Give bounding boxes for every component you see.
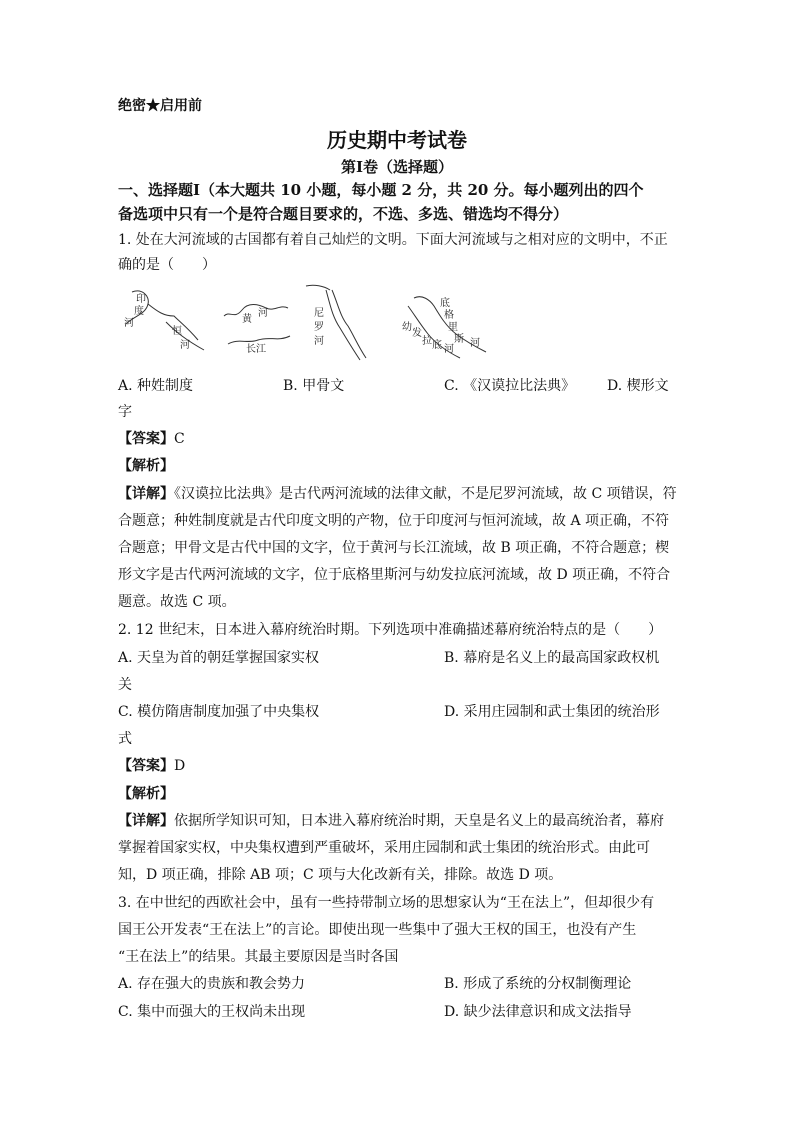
q2-stem: 2. 12 世纪末，日本进入幕府统治时期。下列选项中准确描述幕府统治特点的是（ ） bbox=[118, 622, 663, 638]
q1-detail-line-4: 形文字是古代两河流域的文字，位于底格里斯河与幼发拉底河流域，故 D 项正确，不符合 bbox=[118, 567, 671, 583]
q1-option-d-continued: 字 bbox=[118, 404, 132, 420]
q1-answer bbox=[118, 430, 185, 448]
q1-detail-text-1: 《汉谟拉比法典》是古代两河流域的法律文献，不是尼罗河流域，故 C 项错误，符 bbox=[174, 486, 677, 502]
q1-detail-tag: 【详解】 bbox=[118, 486, 174, 502]
q2-option-c: C. 模仿隋唐制度加强了中央集权 bbox=[118, 704, 320, 720]
map2-label-1: 河 bbox=[258, 308, 268, 319]
q1-detail-line-3: 合题意；甲骨文是古代中国的文字，位于黄河与长江流域，故 B 项正确，不符合题意；楔 bbox=[118, 540, 670, 556]
map1-label-1: 度 bbox=[134, 306, 144, 317]
page-subtitle: 第Ⅰ卷（选择题） bbox=[340, 158, 454, 176]
q3-stem-line-1: 3. 在中世纪的西欧社会中，虽有一些持带制立场的思想家认为“王在法上”，但却很少有 bbox=[118, 895, 655, 911]
map2-label-2: 长江 bbox=[246, 344, 266, 355]
map4-label-1: 格 bbox=[444, 310, 454, 321]
q3-option-d: D. 缺少法律意识和成文法指导 bbox=[444, 1004, 632, 1020]
q2-detail-text-1: 依据所学知识可知，日本进入幕府统治时期，天皇是名义上的最高统治者，幕府 bbox=[174, 813, 664, 829]
q2-analysis-tag: 【解析】 bbox=[118, 786, 174, 802]
map-tigris-euphrates bbox=[400, 290, 490, 370]
map3-label-0: 尼 bbox=[314, 308, 324, 319]
river-maps bbox=[118, 282, 488, 362]
q1-option-b: B. 甲骨文 bbox=[283, 378, 345, 394]
q1-answer-tag: 【答案】 bbox=[118, 431, 174, 447]
q1-analysis-tag: 【解析】 bbox=[118, 458, 174, 474]
q2-option-a: A. 天皇为首的朝廷掌握国家实权 bbox=[118, 650, 320, 666]
q2-answer bbox=[118, 757, 185, 775]
map4-label-8: 底 bbox=[432, 340, 442, 351]
map1-label-3: 恒 bbox=[172, 326, 182, 337]
map-nile bbox=[300, 282, 370, 362]
map4-label-3: 斯 bbox=[454, 334, 464, 345]
map4-label-4: 河 bbox=[470, 338, 480, 349]
q2-option-d: D. 采用庄园制和武士集团的统治形 bbox=[444, 704, 660, 720]
map1-label-4: 河 bbox=[180, 340, 190, 351]
map4-label-6: 发 bbox=[412, 328, 422, 339]
map4-label-5: 幼 bbox=[402, 322, 412, 333]
q3-stem-line-3: “王在法上”的结果。其最主要原因是当时各国 bbox=[118, 949, 399, 965]
map3-label-1: 罗 bbox=[314, 322, 324, 333]
map2-label-0: 黄 bbox=[242, 314, 252, 325]
q2-answer-value: D bbox=[174, 758, 186, 774]
q2-detail-line-3: 知，D 项正确，排除 AB 项；C 项与大化改新有关，排除。故选 D 项。 bbox=[118, 867, 563, 883]
q3-stem-line-2: 国王公开发表“王在法上”的言论。即使出现一些集中了强大王权的国王，也没有产生 bbox=[118, 922, 637, 938]
q1-option-c: C. 《汉谟拉比法典》 bbox=[444, 378, 576, 394]
q2-answer-tag: 【答案】 bbox=[118, 758, 174, 774]
q2-option-b-continued: 关 bbox=[118, 677, 132, 693]
q3-option-b: B. 形成了系统的分权制衡理论 bbox=[444, 976, 632, 992]
q2-option-d-continued: 式 bbox=[118, 731, 132, 747]
map4-label-7: 拉 bbox=[422, 336, 432, 347]
q2-detail-tag: 【详解】 bbox=[118, 813, 174, 829]
map4-label-0: 底 bbox=[440, 298, 450, 309]
q2-option-b: B. 幕府是名义上的最高国家政权机 bbox=[444, 650, 660, 666]
q1-detail-line-5: 题意。故选 C 项。 bbox=[118, 594, 236, 610]
page-title: 历史期中考试卷 bbox=[327, 128, 467, 152]
q1-stem-line-2: 确的是（ ） bbox=[118, 257, 216, 273]
q1-stem-line-1: 1. 处在大河流域的古国都有着自己灿烂的文明。下面大河流域与之相对应的文明中，不正 bbox=[118, 232, 668, 248]
q2-detail-line-2: 掌握着国家实权，中央集权遭到严重破坏，采用庄园制和武士集团的统治形式。由此可 bbox=[118, 840, 650, 856]
map3-label-2: 河 bbox=[314, 336, 324, 347]
section-instructions-line-1: 一、选择题Ⅰ（本大题共 10 小题，每小题 2 分，共 20 分。每小题列出的四个 bbox=[118, 181, 644, 199]
q1-answer-value: C bbox=[174, 431, 185, 447]
q1-detail-line-1 bbox=[118, 485, 677, 503]
map-yellow-yangtze bbox=[218, 282, 298, 362]
map4-label-9: 河 bbox=[444, 344, 454, 355]
secret-label: 绝密★启用前 bbox=[118, 98, 202, 114]
map1-label-0: 印 bbox=[136, 294, 146, 305]
section-instructions-line-2: 备选项中只有一个是符合题目要求的，不选、多选、错选均不得分） bbox=[118, 205, 569, 223]
map4-label-2: 里 bbox=[448, 322, 458, 333]
q1-option-a: A. 种姓制度 bbox=[118, 378, 194, 394]
map1-label-2: 河 bbox=[124, 318, 134, 329]
q1-option-d: D. 楔形文 bbox=[607, 378, 669, 394]
q1-detail-line-2: 合题意；种姓制度就是古代印度文明的产物，位于印度河与恒河流域，故 A 项正确，不符 bbox=[118, 513, 670, 529]
q2-detail-line-1 bbox=[118, 812, 664, 830]
q3-option-c: C. 集中而强大的王权尚未出现 bbox=[118, 1004, 306, 1020]
q3-option-a: A. 存在强大的贵族和教会势力 bbox=[118, 976, 306, 992]
map-indus-ganges bbox=[118, 282, 208, 362]
